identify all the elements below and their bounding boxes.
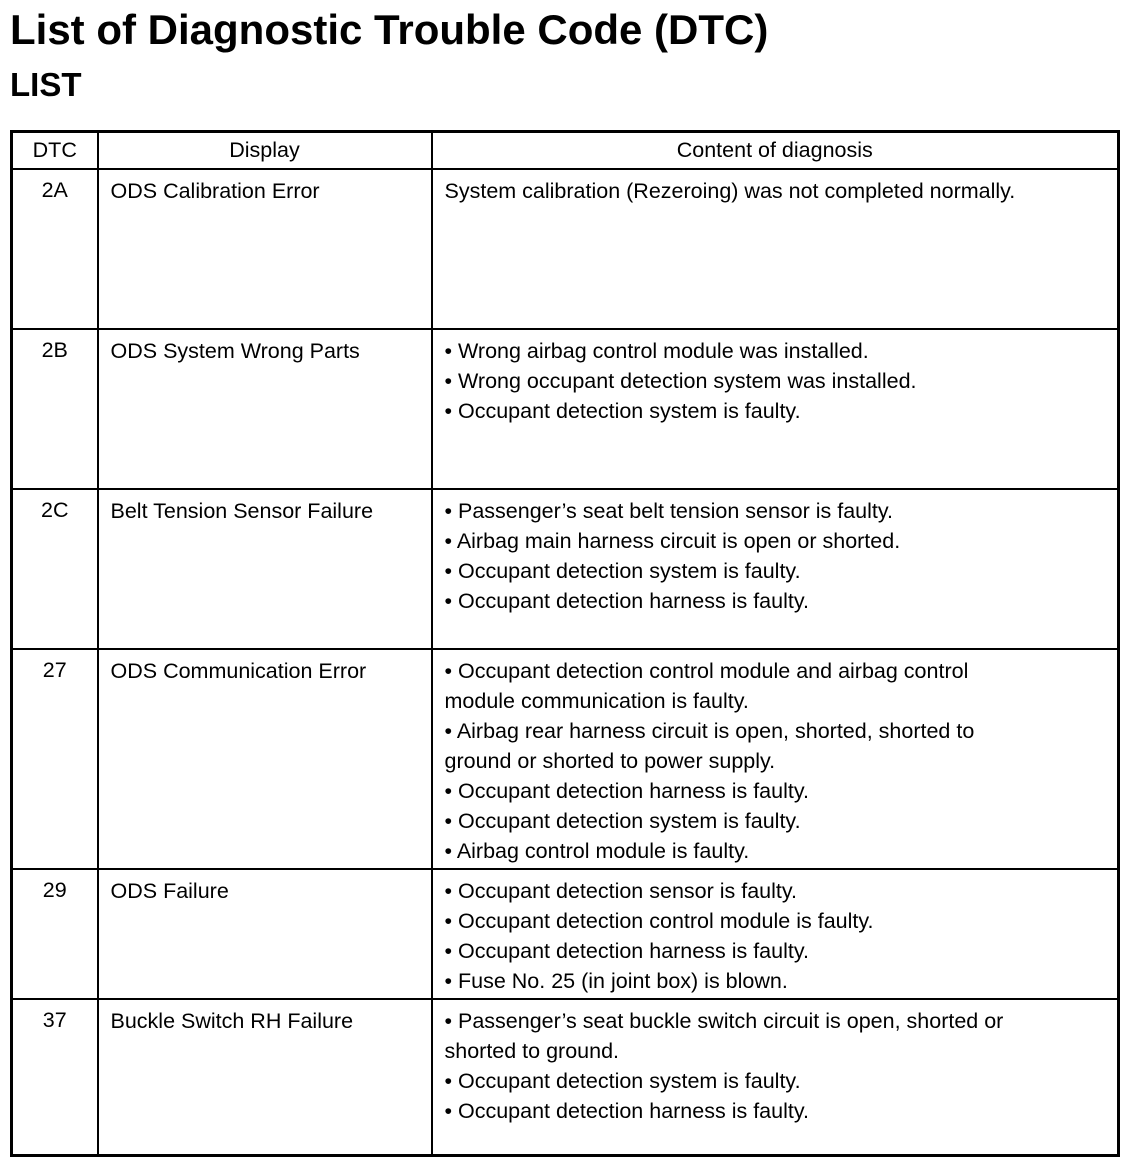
diagnosis-cell — [432, 169, 1119, 329]
diagnosis-line: • Occupant detection system is faulty. — [444, 1068, 801, 1093]
column-header-display: Display — [98, 132, 432, 169]
diagnosis-cell — [432, 489, 1119, 649]
diagnosis-line: • Occupant detection harness is faulty. — [444, 588, 809, 613]
table-row-29 — [12, 869, 1119, 999]
diagnosis-line: shorted to ground. — [444, 1038, 620, 1063]
dtc-code-cell: 27 — [12, 649, 98, 869]
table-row-2b — [12, 329, 1119, 489]
dtc-code-cell: 29 — [12, 869, 98, 999]
dtc-code-cell: 2B — [12, 329, 98, 489]
diagnosis-cell — [432, 649, 1119, 869]
diagnosis-line: • Passenger’s seat belt tension sensor is faulty. — [444, 498, 894, 523]
table-row-2a — [12, 169, 1119, 329]
diagnosis-line: • Occupant detection harness is faulty. — [444, 1098, 809, 1123]
table-row-37 — [12, 999, 1119, 1156]
dtc-table — [10, 130, 1120, 1157]
display-cell: ODS Communication Error — [98, 649, 432, 869]
diagnosis-line: • Occupant detection control module and airbag control — [444, 658, 969, 683]
diagnosis-line: • Occupant detection system is faulty. — [444, 808, 801, 833]
display-cell: Belt Tension Sensor Failure — [98, 489, 432, 649]
diagnosis-cell — [432, 329, 1119, 489]
diagnosis-line: • Occupant detection harness is faulty. — [444, 778, 809, 803]
diagnosis-line: • Wrong airbag control module was installed. — [444, 338, 869, 363]
diagnosis-line: • Fuse No. 25 (in joint box) is blown. — [444, 968, 788, 993]
diagnosis-cell — [432, 869, 1119, 999]
diagnosis-line: • Occupant detection sensor is faulty. — [444, 878, 798, 903]
diagnosis-line: • Passenger’s seat buckle switch circuit is open, shorted or — [444, 1008, 1004, 1033]
section-heading-list: LIST — [10, 66, 82, 104]
display-cell: ODS Failure — [98, 869, 432, 999]
diagnosis-line: • Airbag rear harness circuit is open, shorted, shorted to — [444, 718, 975, 743]
display-cell: Buckle Switch RH Failure — [98, 999, 432, 1156]
diagnosis-line: • Occupant detection system is faulty. — [444, 398, 801, 423]
diagnosis-line: module communication is faulty. — [444, 688, 749, 713]
diagnosis-line: System calibration (Rezeroing) was not completed normally. — [444, 178, 1016, 203]
diagnosis-line: • Occupant detection harness is faulty. — [444, 938, 809, 963]
diagnosis-line: • Occupant detection system is faulty. — [444, 558, 801, 583]
diagnosis-line: • Occupant detection control module is faulty. — [444, 908, 874, 933]
table-row-27 — [12, 649, 1119, 869]
diagnosis-line: ground or shorted to power supply. — [444, 748, 776, 773]
page-title: List of Diagnostic Trouble Code (DTC) — [10, 6, 769, 53]
column-header-dtc: DTC — [12, 132, 98, 169]
column-header-content: Content of diagnosis — [432, 132, 1119, 169]
display-cell: ODS System Wrong Parts — [98, 329, 432, 489]
table-header-row — [12, 132, 1119, 169]
diagnosis-line: • Wrong occupant detection system was installed. — [444, 368, 917, 393]
dtc-code-cell: 37 — [12, 999, 98, 1156]
dtc-code-cell: 2A — [12, 169, 98, 329]
diagnosis-line: • Airbag control module is faulty. — [444, 838, 750, 863]
display-cell: ODS Calibration Error — [98, 169, 432, 329]
diagnosis-cell — [432, 999, 1119, 1156]
dtc-code-cell: 2C — [12, 489, 98, 649]
diagnosis-line: • Airbag main harness circuit is open or shorted. — [444, 528, 901, 553]
table-row-2c — [12, 489, 1119, 649]
